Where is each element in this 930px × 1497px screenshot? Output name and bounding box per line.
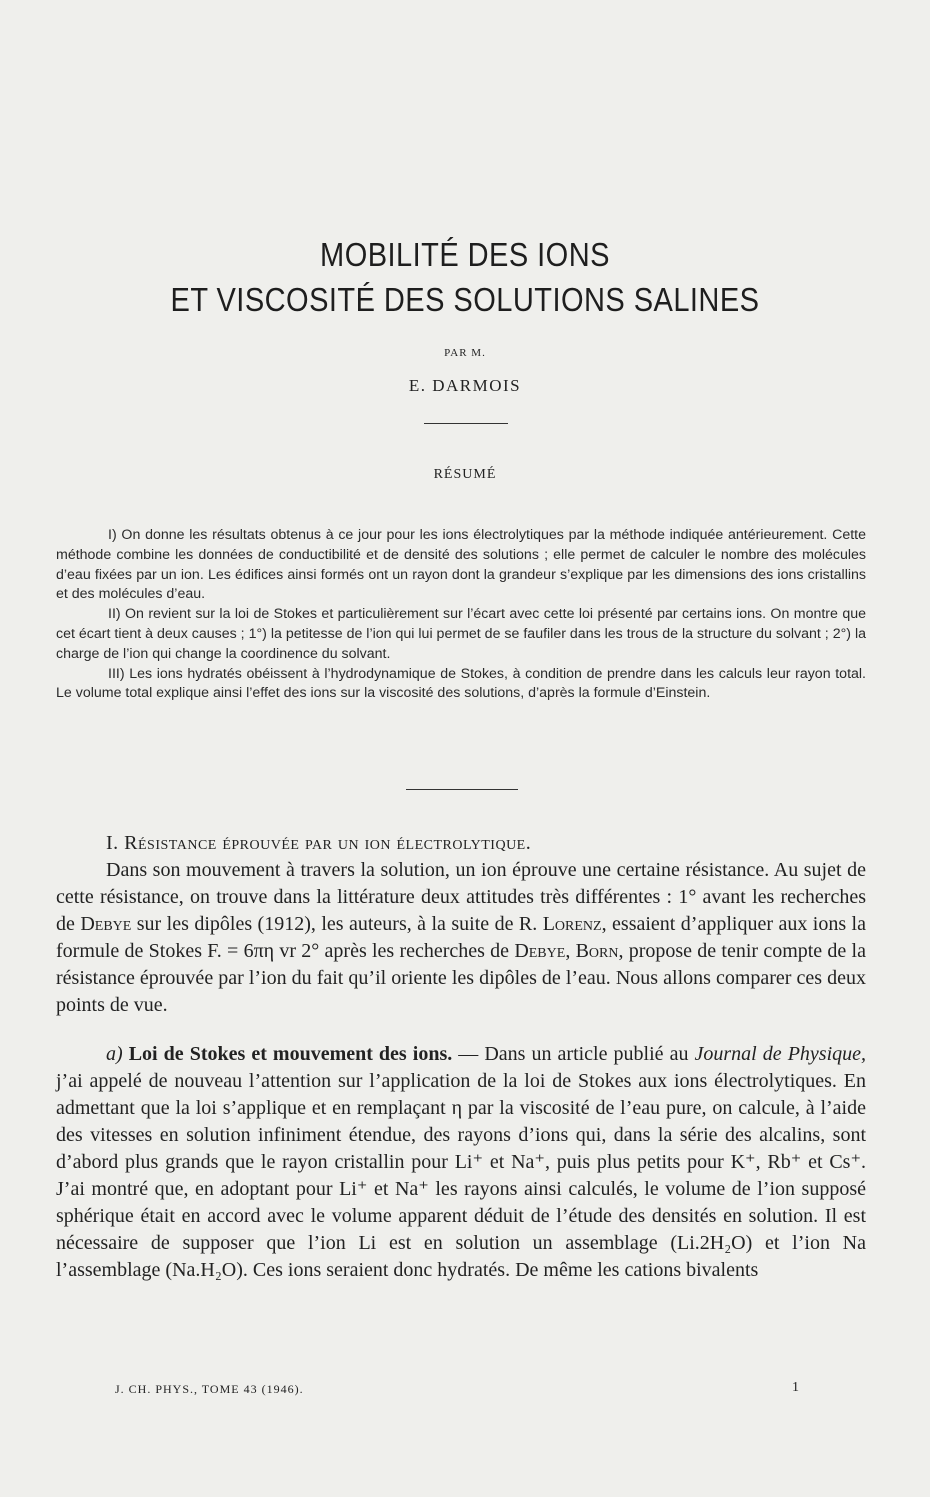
author-reference-debye: Debye — [80, 913, 132, 935]
abstract-heading: RÉSUMÉ — [433, 467, 497, 482]
author-reference-born: Born — [575, 940, 619, 962]
author-name: E. DARMOIS — [408, 376, 522, 395]
abstract-paragraph-1: I) On donne les résultats obtenus à ce jour pour les ions électrolytiques par la méthode indiquée antérieurement. Cette méthode combine les données de conductibilité et de densité des solutions ; elle permet de calculer le nombre des molécules d’eau fixées par un ion. Les édifices ainsi formés ont un rayon dont la grandeur s’explique par les dimensions des ions cristallins et des molécules d’eau. — [56, 527, 866, 603]
section-1 — [56, 830, 866, 1284]
subsection-title: Loi de Stokes et mouvement des ions. — [128, 1043, 453, 1065]
abstract-paragraph-3: III) Les ions hydratés obéissent à l’hydrodynamique de Stokes, à condition de prendre dans les calculs leur rayon total. Le volume total explique ainsi l’effet des ions sur la viscosité des solutions, d’après la formule d’Einstein. — [56, 665, 866, 702]
title-divider — [424, 423, 508, 424]
author-reference-lorenz: Lorenz — [542, 913, 602, 935]
journal-citation: J. CH. PHYS., TOME 43 (1946). — [115, 1382, 304, 1396]
byline-prefix: PAR M. — [444, 347, 486, 359]
body-paragraph-2: a) Loi de Stokes et mouvement des ions. — Dans un article publié au Journal de Physique, j’ai appelé de nouveau l’attention sur l’application de la loi de Stokes aux ions électrolytiques. En admettant que la loi s’applique et en remplaçant η par la viscosité de l’eau pure, on calcule, à l’aide des vitesses en solution infiniment étendue, des rayons d’ions qui, dans la série des alcalins, sont d’abord plus grands que le rayon cristallin pour Li⁺ et Na⁺, puis plus petits pour K⁺, Rb⁺ et Cs⁺. J’ai montré que, en adoptant pour Li⁺ et Na⁺ les rayons ainsi calculés, le volume de l’ion supposé sphérique était en accord avec le volume apparent déduit de l’étude des densités en solution. Il est nécessaire de supposer que l’ion Li est en solution un assemblage (Li.2H₂O) et l’ion Na l’assemblage (Na.H₂O). Ces ions seraient donc hydratés. De même les cations bivalents — [56, 1043, 866, 1281]
section-heading: I. Résistance éprouvée par un ion électrolytique. — [106, 832, 532, 854]
article-title-line-2: ET VISCOSITÉ DES SOLUTIONS SALINES — [170, 281, 760, 318]
page-number: 1 — [792, 1380, 799, 1395]
article-title-line-1: MOBILITÉ DES IONS — [320, 236, 610, 273]
abstract — [56, 526, 866, 704]
abstract-divider — [406, 789, 518, 790]
author-reference-debye: Debye — [514, 940, 566, 962]
abstract-paragraph-2: II) On revient sur la loi de Stokes et particulièrement sur l’écart avec cette loi présenté par certains ions. On montre que cet écart tient à deux causes ; 1°) la petitesse de l’ion qui lui permet de se faufiler dans les trous de la structure du solvant ; 2°) la charge de l’ion qui change la coordinence du solvant. — [56, 606, 866, 662]
body-paragraph-1: Dans son mouvement à travers la solution, un ion éprouve une certaine résistance. Au sujet de cette résistance, on trouve dans la littérature deux attitudes très différentes : 1° avant les recherches de Debye sur les dipôles (1912), les auteurs, à la suite de R. Lorenz, essaient d’appliquer aux ions la formule de Stokes F. = 6πη vr 2° après les recherches de Debye, Born, propose de tenir compte de la résistance éprouvée par l’ion du fait qu’il oriente les dipôles de l’eau. Nous allons comparer ces deux points de vue. — [56, 859, 866, 1016]
journal-reference: Journal de Physique, — [694, 1043, 866, 1065]
